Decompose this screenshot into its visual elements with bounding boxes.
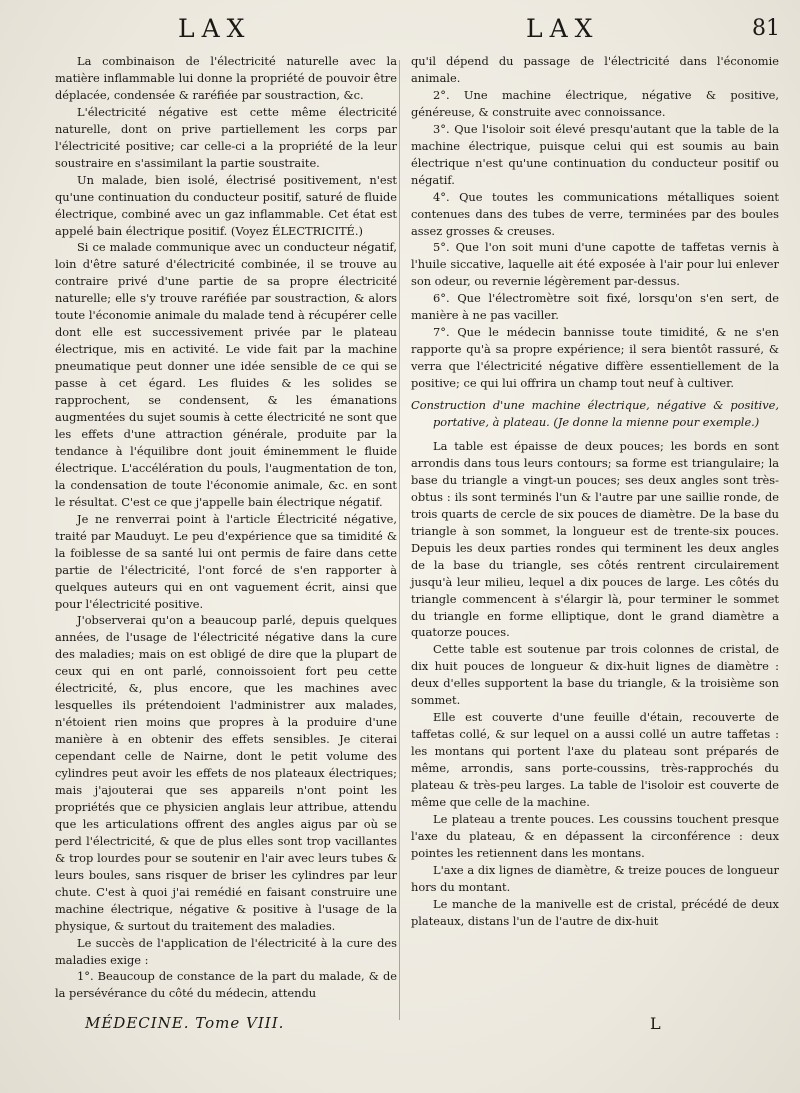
paragraph: Si ce malade communique avec un conducteur négatif, loin d'être saturé d'électricité combinée, il se trouve au contraire privé d'une partie de sa propre électricité naturelle; elle s'y trouve raréfiée par soustraction, & alors toute l'économie animale du malade tend à récupérer celle dont elle est successivement privée par le plateau électrique, mis en activité. Le vide fait par la machine pneumatique peut donner une idée sensible de ce qui se passe à cet égard. Les fluides & les solides se rapprochent, se condensent, & les émanations augmentées du sujet soumis à cette électricité ne sont que les effets d'une attraction générale, produite par la tendance à l'équilibre dont jouit éminemment le fluide électrique. L'accélération du pouls, l'augmentation de ton, la condensation de toute l'économie animale, &c. en sont le résultat. C'est ce que j'appelle bain électrique négatif. [55,240,397,509]
left-column [55,53,397,1002]
paragraph: L'axe a dix lignes de diamètre, & treize pouces de longueur hors du montant. [411,862,779,894]
running-head-left: LAX [178,14,252,43]
paragraph: Cette table est soutenue par trois colonnes de cristal, de dix huit pouces de longueur & dix-huit lignes de diamètre : deux d'elles supportent la base du triangle, & la troisième son sommet. [411,642,779,708]
paragraph: Un malade, bien isolé, électrisé positivement, n'est qu'une continuation du conducteur positif, saturé de fluide électrique, combiné avec un gaz inflammable. Cet état est appelé bain électrique positif. (Voyez ÉLECTRICITÉ.) [55,172,397,238]
running-header [0,12,800,52]
paragraph: La combinaison de l'électricité naturelle avec la matière inflammable lui donne la propriété de pouvoir être déplacée, condensée & raréfiée par soustraction, &c. [55,54,397,102]
paragraph: Le plateau a trente pouces. Les coussins touchent presque l'axe du plateau, & en dépassent la circonférence : deux pointes les retiennent dans les montans. [411,811,779,860]
page-footer [85,1014,685,1038]
paragraph: Elle est couverte d'une feuille d'étain, recouverte de taffetas collé, & sur lequel on a aussi collé un autre taffetas : les montans qui portent l'axe du plateau sont préparés de même, arrondis, sans porte-coussins, très-rapprochés du plateau & très-peu larges. La table de l'isoloir est couverte de même que celle de la machine. [411,710,779,809]
list-item: 5°. Que l'on soit muni d'une capotte de taffetas vernis à l'huile siccative, laquelle ait été exposée à l'air pour lui enlever son odeur, ou revernie légèrement par-dessus. [411,240,779,289]
signature-mark: MÉDECINE. Tome VIII. [85,1014,285,1032]
page-number: 81 [752,16,780,41]
list-item: 7°. Que le médecin bannisse toute timidité, & ne s'en rapporte qu'à sa propre expérience; il sera bientôt rassuré, & verra que l'électricité négative diffère essentiellement de la positive; ce qui lui offrira un champ tout neuf à cultiver. [411,325,779,391]
signature-letter: L [650,1014,661,1033]
running-head-right: LAX [526,14,600,43]
paragraph: Je ne renverrai point à l'article Électricité négative, traité par Mauduyt. Le peu d'expérience que sa timidité & la foiblesse de sa santé lui ont permis de faire dans cette partie de l'électricité, l'ont forcé de s'en rapporter à quelques auteurs qui en ont vaguement écrit, ainsi que pour l'électricité positive. [55,511,397,611]
right-column [411,53,779,930]
section-heading: Construction d'une machine électrique, négative & positive, portative, à plateau. (Je donne la mienne pour exemple.) [411,398,779,430]
list-item: 4°. Que toutes les communications métalliques soient contenues dans des tubes de verre, terminées par des boules assez grosses & creuses. [411,189,779,238]
list-item: 1°. Beaucoup de constance de la part du malade, & de la persévérance du côté du médecin, attendu [55,969,397,1001]
paragraph: L'électricité négative est cette même électricité naturelle, dont on prive partiellement les corps par l'électricité positive; car celle-ci a la propriété de la leur soustraire en s'assimilant la partie soustraite. [55,104,397,170]
paragraph: qu'il dépend du passage de l'électricité dans l'économie animale. [411,54,779,85]
list-item: 6°. Que l'électromètre soit fixé, lorsqu'on s'en sert, de manière à ne pas vaciller. [411,291,779,323]
paragraph: Le manche de la manivelle est de cristal, précédé de deux plateaux, distans l'un de l'autre de dix-huit [411,896,779,928]
paragraph: La table est épaisse de deux pouces; les bords en sont arrondis dans tous leurs contours; sa forme est triangulaire; la base du triangle a vingt-un pouces; ses deux angles sont très-obtus : ils sont terminés l'un & l'autre par une saillie ronde, de trois quarts de cercle de six pouces de diamètre. De la base du triangle à son sommet, la longueur est de trente-six pouces. Depuis les deux parties rondes qui terminent les deux angles de la base du triangle, ses côtés rentrent circulairement jusqu'à leur milieu, lequel a dix pouces de large. Les côtés du triangle commencent à s'élargir là, pour terminer le sommet du triangle en forme elliptique, dont le grand diamètre a quatorze pouces. [411,438,779,640]
list-item: 3°. Que l'isoloir soit élevé presqu'autant que la table de la machine électrique, puisque celui qui est soumis au bain électrique n'est qu'une continuation du conducteur positif ou négatif. [411,121,779,187]
list-item: 2°. Une machine électrique, négative & positive, généreuse, & construite avec connoissance. [411,87,779,119]
paragraph: J'observerai qu'on a beaucoup parlé, depuis quelques années, de l'usage de l'électricité négative dans la cure des maladies; mais on est obligé de dire que la plupart de ceux qui en ont parlé, connoissoient fort peu cette électricité, &, plus encore, que les machines avec lesquelles ils prétendoient l'administrer aux malades, n'étoient rien moins que propres à la produire d'une manière à en obtenir des effets sensibles. Je citerai cependant celle de Nairne, dont le petit volume des cylindres peut avoir les effets de nos plateaux électriques; mais j'ajouterai que ses appareils n'ont point les propriétés que ce physicien anglais leur attribue, attendu que les articulations offrent des angles aigus par où se perd l'électricité, & que de plus elles sont trop vacillantes & trop lourdes pour se soutenir en l'air avec leurs tubes & leurs boules, sans risquer de briser les cylindres par leur chute. C'est à quoi j'ai remédié en faisant construire une machine électrique, négative & positive à l'usage de la physique, & surtout du traitement des maladies. [55,613,397,933]
paragraph: Le succès de l'application de l'électricité à la cure des maladies exige : [55,935,397,967]
column-rule [399,60,400,1020]
